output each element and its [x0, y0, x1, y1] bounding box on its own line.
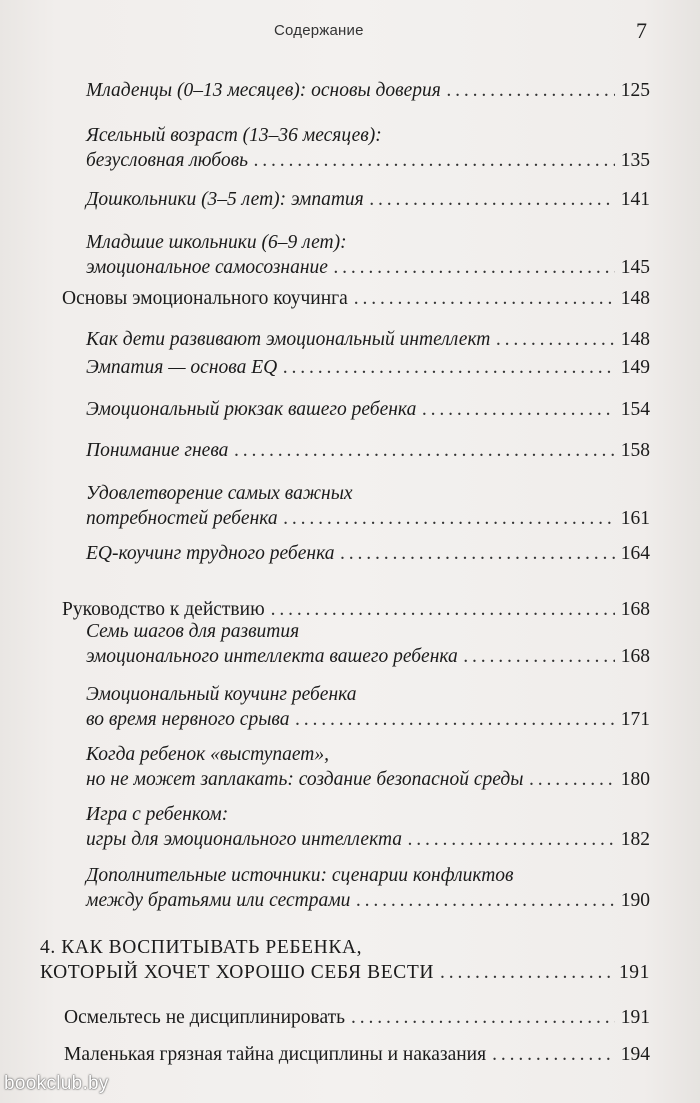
dot-leader: [334, 255, 615, 280]
dot-leader: [422, 397, 614, 422]
toc-entry[interactable]: [86, 438, 650, 463]
dot-leader: [296, 707, 615, 732]
toc-entry[interactable]: [86, 355, 650, 380]
toc-entry-line: [64, 1005, 650, 1030]
toc-entry-title: Дополнительные источники: сценарии конфликтов: [86, 865, 514, 886]
toc-entry[interactable]: [86, 327, 650, 352]
toc-page-number: 171: [620, 709, 650, 730]
toc-entry-title: Ясельный возраст (13–36 месяцев):: [86, 125, 382, 146]
toc-entry-title: Дошкольники (3–5 лет): эмпатия: [86, 189, 364, 210]
toc-entry[interactable]: [86, 187, 650, 212]
toc-entry[interactable]: [86, 742, 650, 792]
toc-entry-title: Игра с ребенком:: [86, 804, 229, 825]
toc-page-number: 148: [620, 288, 650, 309]
toc-entry-title: Семь шагов для развития: [86, 621, 300, 642]
toc-entry[interactable]: [86, 619, 650, 669]
toc-entry[interactable]: [64, 1005, 650, 1030]
toc-page-number: 182: [620, 829, 650, 850]
toc-page-number: 148: [620, 329, 650, 350]
toc-entry-line: [86, 767, 650, 792]
toc-entry-title: Руководство к действию: [62, 599, 265, 620]
toc-page-number: 194: [620, 1044, 650, 1065]
toc-entry-line: [86, 78, 650, 103]
toc-entry-title: КОТОРЫЙ ХОЧЕТ ХОРОШО СЕБЯ ВЕСТИ: [40, 962, 435, 983]
toc-entry-title: Понимание гнева: [86, 440, 229, 461]
toc-entry-title: Осмельтесь не дисциплинировать: [64, 1007, 346, 1028]
toc-entry-line: [64, 1042, 650, 1067]
toc-page-number: 180: [620, 769, 650, 790]
toc-entry-title: 4. КАК ВОСПИТЫВАТЬ РЕБЕНКА,: [40, 937, 363, 958]
dot-leader: [283, 355, 615, 380]
toc-entry[interactable]: [86, 397, 650, 422]
toc-entry-line: [86, 230, 650, 255]
dot-leader: [496, 327, 614, 352]
toc-entry-line: [86, 827, 650, 852]
toc-page-number: 154: [620, 399, 650, 420]
toc-entry-line: [86, 644, 650, 669]
toc-entry-title: Эмпатия — основа EQ: [86, 357, 278, 378]
toc-entry-title: эмоционального интеллекта вашего ребенка: [86, 646, 458, 667]
toc-page-number: 161: [620, 508, 650, 529]
toc-entry[interactable]: [62, 286, 650, 311]
dot-leader: [370, 187, 615, 212]
toc-page-number: 168: [620, 646, 650, 667]
dot-leader: [447, 78, 615, 103]
toc-entry-title: эмоциональное самосознание: [86, 257, 328, 278]
toc-entry-title: во время нервного срыва: [86, 709, 290, 730]
dot-leader: [284, 506, 615, 531]
dot-leader: [234, 438, 614, 463]
toc-entry-title: Эмоциональный коучинг ребенка: [86, 684, 357, 705]
toc-entry[interactable]: [86, 123, 650, 173]
dot-leader: [408, 827, 615, 852]
toc-entry-line: [86, 802, 650, 827]
toc-entry-title: игры для эмоционального интеллекта: [86, 829, 403, 850]
toc-entry-title: Младенцы (0–13 месяцев): основы доверия: [86, 80, 441, 101]
toc-entry-line: [86, 255, 650, 280]
toc-entry-line: [86, 506, 650, 531]
toc-entry[interactable]: [64, 1042, 650, 1067]
toc-entry-line: [86, 438, 650, 463]
toc-page-number: 135: [620, 150, 650, 171]
toc-entry-line: [40, 960, 650, 985]
toc-page-number: 145: [620, 257, 650, 278]
toc-entry-title: Когда ребенок «выступает»,: [86, 744, 330, 765]
dot-leader: [354, 286, 615, 311]
dot-leader: [464, 644, 615, 669]
toc-page-number: 190: [620, 890, 650, 911]
dot-leader: [254, 148, 615, 173]
toc-entry-line: [86, 327, 650, 352]
toc-entry[interactable]: [86, 230, 650, 280]
toc-entry-line: [86, 888, 650, 913]
toc-page-number: 191: [620, 1007, 650, 1028]
toc-entry-line: [86, 481, 650, 506]
toc-entry-title: Эмоциональный рюкзак вашего ребенка: [86, 399, 417, 420]
toc-entry-line: [86, 742, 650, 767]
dot-leader: [340, 541, 614, 566]
toc-entry-title: но не может заплакать: создание безопасной среды: [86, 769, 524, 790]
toc-entry-title: Младшие школьники (6–9 лет):: [86, 232, 347, 253]
dot-leader: [492, 1042, 615, 1067]
watermark: bookclub.by: [4, 1073, 109, 1094]
toc-entry-line: [86, 541, 650, 566]
toc-entry[interactable]: [40, 935, 650, 985]
toc-entry-title: Маленькая грязная тайна дисциплины и наказания: [64, 1044, 487, 1065]
toc-entry-title: Основы эмоционального коучинга: [62, 288, 348, 309]
toc-entry-line: [86, 187, 650, 212]
toc-entry-line: [62, 286, 650, 311]
toc-page-number: 164: [620, 543, 650, 564]
dot-leader: [530, 767, 615, 792]
dot-leader: [356, 888, 614, 913]
toc-entry-line: [86, 863, 650, 888]
toc-entry[interactable]: [86, 541, 650, 566]
toc-entry-line: [86, 397, 650, 422]
toc-entry-title: безусловная любовь: [86, 150, 248, 171]
dot-leader: [351, 1005, 615, 1030]
toc-page-number: 158: [620, 440, 650, 461]
toc-entry[interactable]: [86, 78, 650, 103]
toc-entry[interactable]: [86, 481, 650, 531]
toc-entry-line: [86, 707, 650, 732]
toc-page-number: 125: [620, 80, 650, 101]
toc-entry[interactable]: [86, 863, 650, 913]
running-title: Содержание: [274, 22, 364, 39]
toc-entry-title: между братьями или сестрами: [86, 890, 351, 911]
toc-entry-title: Как дети развивают эмоциональный интеллект: [86, 329, 491, 350]
toc-entry-title: EQ-коучинг трудного ребенка: [86, 543, 335, 564]
dot-leader: [440, 960, 613, 985]
toc-entry-line: [86, 682, 650, 707]
toc-entry[interactable]: [86, 802, 650, 852]
toc-entry[interactable]: [86, 682, 650, 732]
toc-entry-line: [40, 935, 650, 960]
toc-entry-title: потребностей ребенка: [86, 508, 278, 529]
toc-entry-title: Удовлетворение самых важных: [86, 483, 353, 504]
toc-entry-line: [86, 355, 650, 380]
toc-page-number: 191: [618, 962, 650, 983]
toc-page-number: 168: [620, 599, 650, 620]
toc-entry-line: [86, 619, 650, 644]
toc-page-number: 141: [620, 189, 650, 210]
page-number: 7: [636, 18, 647, 43]
toc-entry-line: [86, 148, 650, 173]
toc-entry-line: [86, 123, 650, 148]
toc-page-number: 149: [620, 357, 650, 378]
